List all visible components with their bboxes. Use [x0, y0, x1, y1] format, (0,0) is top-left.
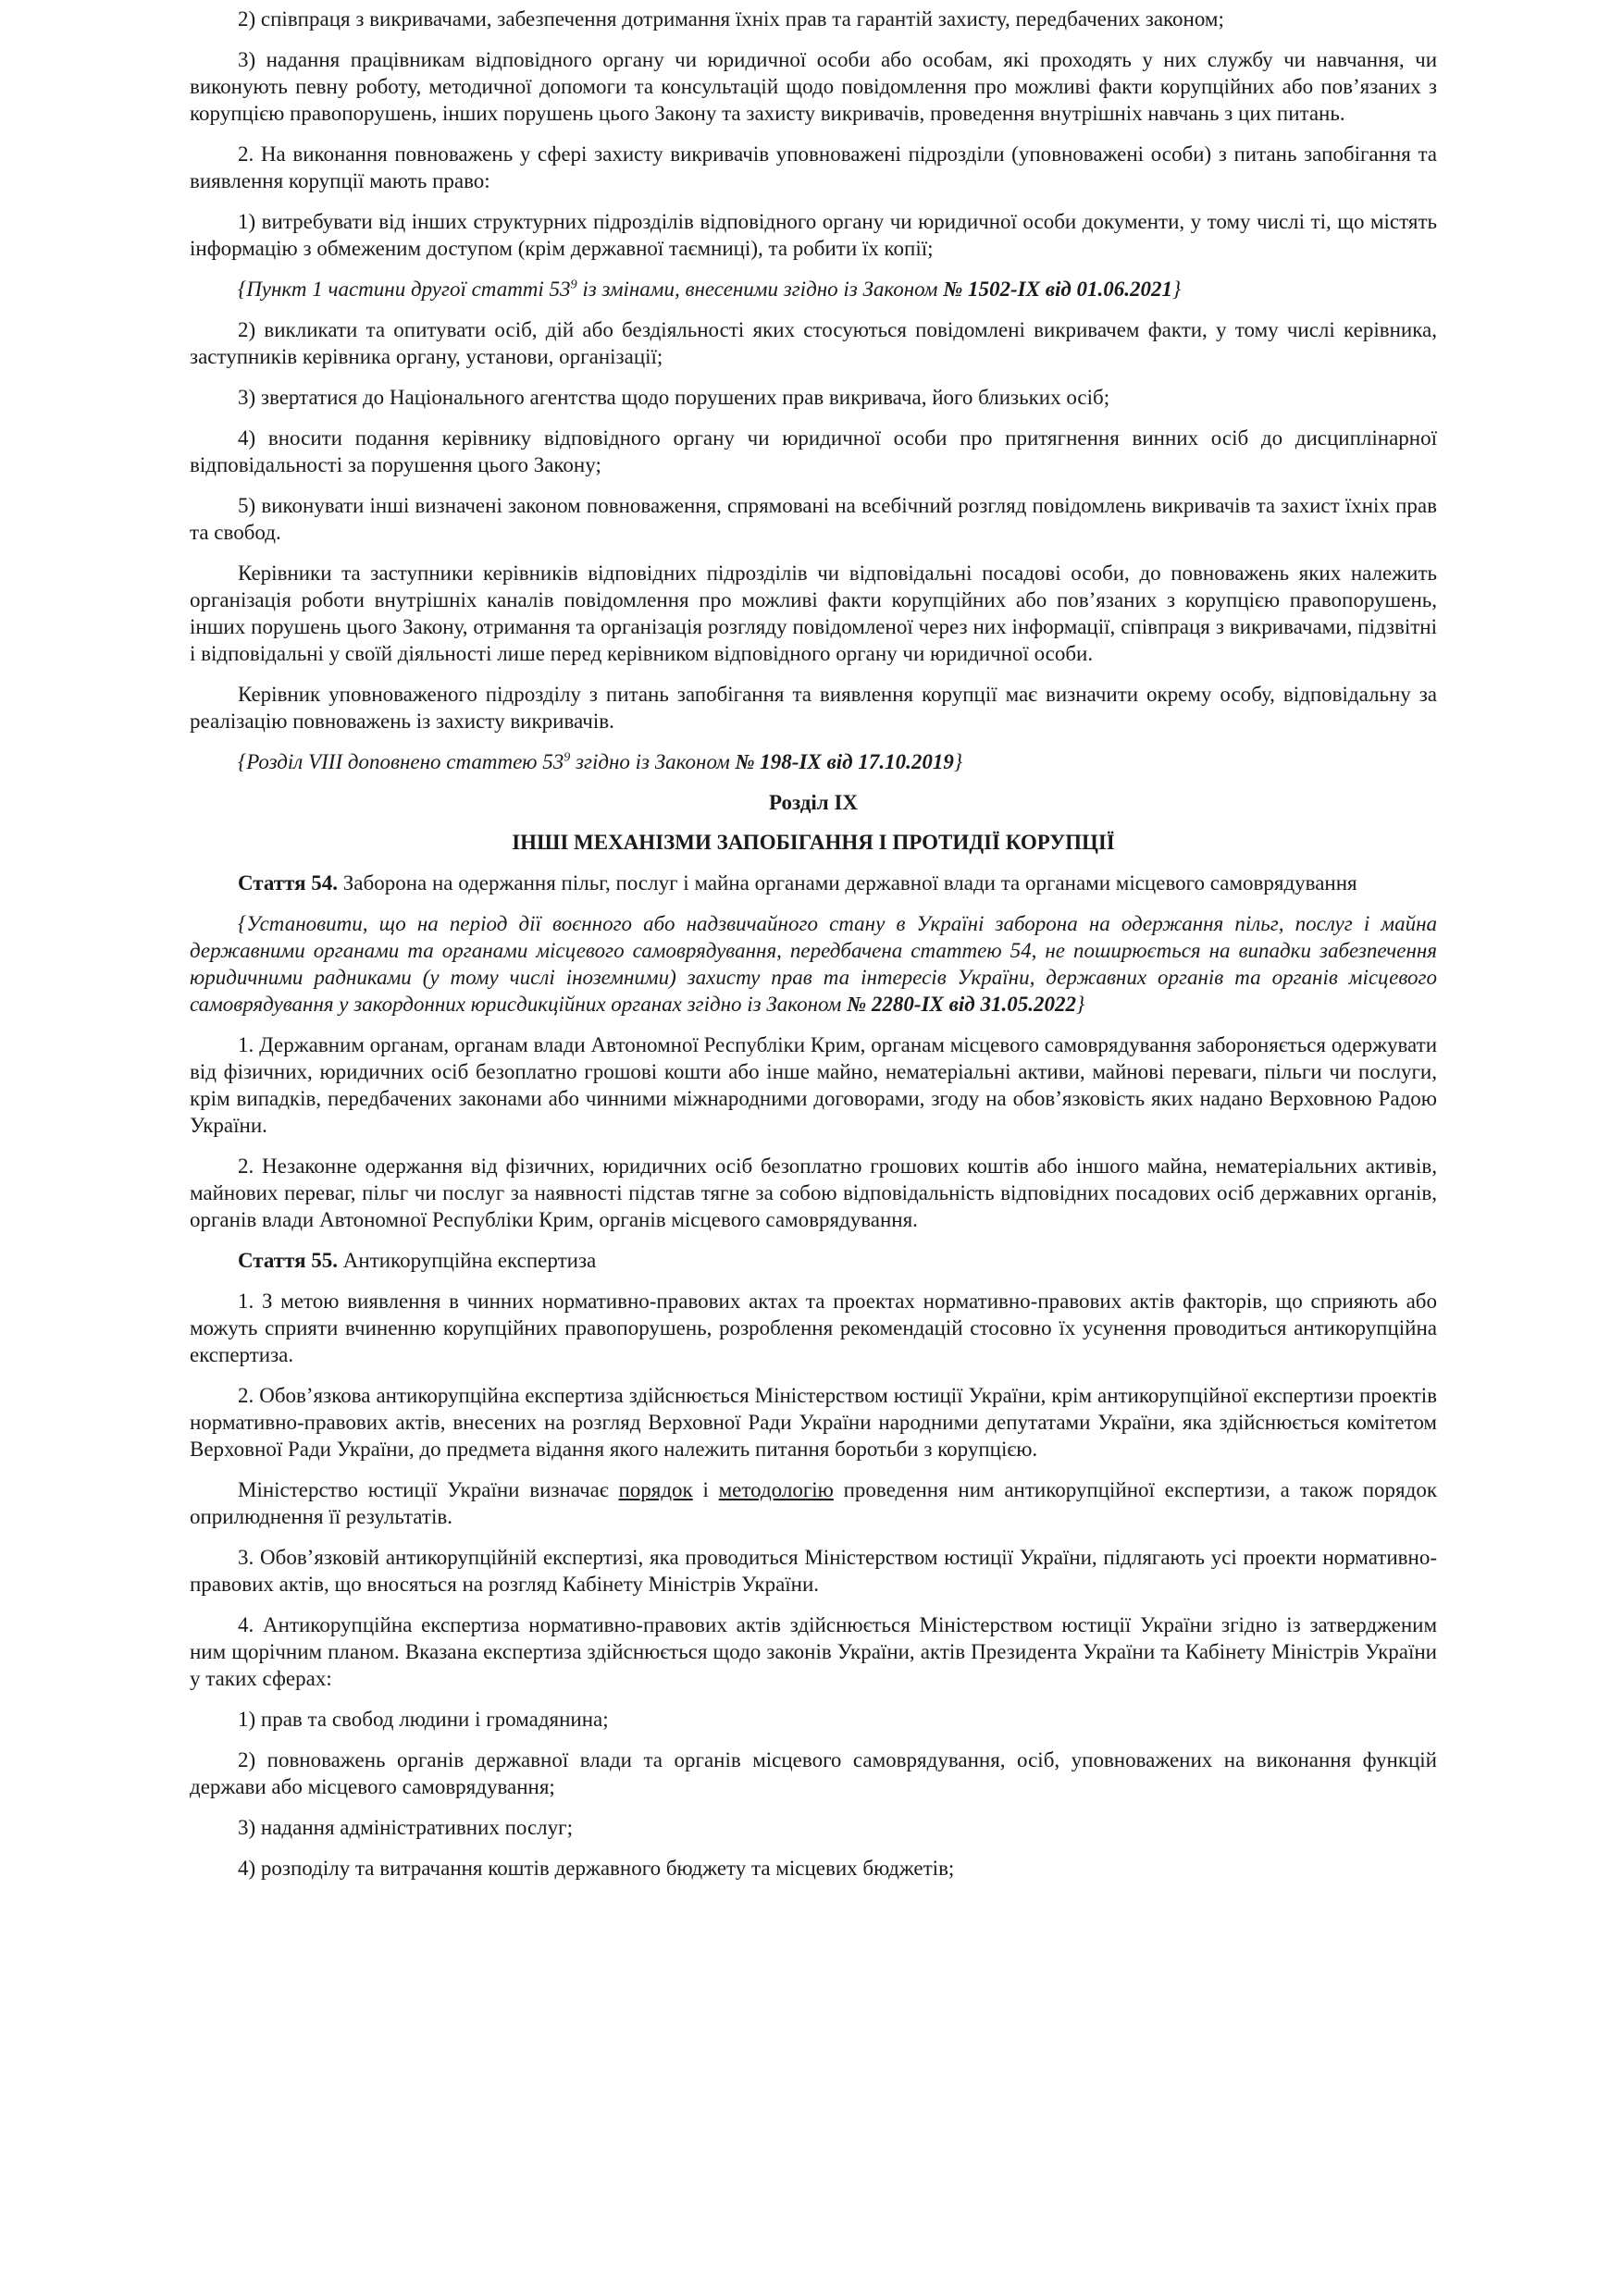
text-run: Заборона на одержання пільг, послуг і майна органами державної влади та органами місцевого самоврядування — [338, 871, 1357, 895]
text-run: } — [1172, 278, 1182, 301]
list-item-methodical-help — [190, 46, 1437, 127]
text-run: 3. Обов’язковій антикорупційній експертизі, яка проводиться Міністерством юстиції України, підлягають усі проекти нормативно-правових актів, що вносяться на розгляд Кабінету Міністрів України. — [190, 1546, 1437, 1596]
item-2-summon-persons — [190, 316, 1437, 370]
text-run: 3) звертатися до Національного агентства щодо порушених прав викривача, його близьких осіб; — [238, 386, 1110, 409]
text-run: 4) розподілу та витрачання коштів державного бюджету та місцевих бюджетів; — [238, 1857, 955, 1880]
text-run: із змінами, внесеними згідно із Законом — [576, 278, 944, 301]
article-54-part-2 — [190, 1153, 1437, 1233]
item-3-apply-national-agency — [190, 384, 1437, 411]
text-run: 1. З метою виявлення в чинних нормативно-правових актах та проектах нормативно-правових актів факторів, що сприяють або можуть сприяти вчиненню корупційних правопорушень, розроблення рекомендацій стосовно їх усунення проводиться антикорупційна експертиза. — [190, 1290, 1437, 1366]
text-run: 4) вносити подання керівнику відповідного органу чи юридичної особи про притягнення винних осіб до дисциплінарної відповідальності за порушення цього Закону; — [190, 426, 1437, 476]
sphere-item-2 — [190, 1747, 1437, 1800]
text-run: проведення ним антикорупційної експертизи, а також порядок оприлюднення її результатів. — [190, 1478, 1437, 1528]
text-run: 2) співпраця з викривачами, забезпечення дотримання їхніх прав та гарантій захисту, передбачених законом; — [238, 7, 1224, 31]
article-55-part-3 — [190, 1544, 1437, 1598]
text-run: № 2280-IX від 31.05.2022 — [847, 993, 1076, 1016]
text-run: 3) надання адміністративних послуг; — [238, 1816, 573, 1839]
text-run: } — [1075, 993, 1085, 1016]
text-run: Міністерство юстиції України визначає — [238, 1478, 619, 1501]
paragraph-heads-deputies — [190, 560, 1437, 667]
text-run: згідно із Законом — [570, 750, 736, 773]
text-run: 5) виконувати інші визначені законом повноваження, спрямовані на всебічний розгляд повідомлень викривачів та захист їхніх прав та свобод. — [190, 494, 1437, 544]
text-run: № 198-IX від 17.10.2019 — [735, 750, 954, 773]
superscript: 9 — [570, 278, 577, 292]
item-5-other-powers — [190, 492, 1437, 546]
article-55-title — [190, 1247, 1437, 1274]
text-run: 1) прав та свобод людини і громадянина; — [238, 1708, 609, 1731]
text-run: 1. Державним органам, органам влади Автономної Республіки Крим, органам місцевого самоврядування забороняється одержувати від фізичних, юридичних осіб безоплатно грошові кошти або інше майно, нематеріальні активи, майнові переваги, пільги чи послуги, крім випадків, передбачених законами або чинними міжнародними договорами, згоду на обов’язковість яких надано Верховною Радою України. — [190, 1033, 1437, 1137]
superscript: 9 — [564, 750, 571, 765]
list-item-cooperation-whistleblowers — [190, 6, 1437, 32]
text-run: № 1502-IX від 01.06.2021 — [943, 278, 1173, 301]
editorial-note-2280 — [190, 910, 1437, 1018]
sphere-item-1 — [190, 1706, 1437, 1733]
editorial-note-1502 — [190, 276, 1437, 302]
text-run: {Розділ VIII доповнено статтею 53 — [238, 750, 564, 773]
paragraph-head-designates-person — [190, 681, 1437, 734]
text-run: 3) надання працівникам відповідного органу чи юридичної особи або особам, які проходять у них службу чи навчання, чи виконують певну роботу, методичної допомоги та консультацій щодо повідомлення про можливі факти корупційних або пов’язаних з корупцією правопорушень, інших порушень цього Закону та захисту викривачів, проведення внутрішніх навчань з цих питань. — [190, 48, 1437, 125]
text-run: Керівники та заступники керівників відповідних підрозділів чи відповідальні посадові особи, до повноважень яких належить організація роботи внутрішніх каналів повідомлення про можливі факти корупційних або пов’язаних з корупцією правопорушень, інших порушень цього Закону, отримання та організація розгляду повідомленої через них інформації, співпраця з викривачами, підзвітні і відповідальні у своїй діяльності лише перед керівником відповідного органу чи юридичної особи. — [190, 562, 1437, 665]
text-run: і — [692, 1478, 719, 1501]
text-run: Стаття 54. — [238, 871, 339, 895]
part-2-authorized-units — [190, 141, 1437, 194]
text-run: Стаття 55. — [238, 1249, 339, 1272]
text-run: {Пункт 1 частини другої статті 53 — [238, 278, 571, 301]
text-run: 2. Незаконне одержання від фізичних, юридичних осіб безоплатно грошових коштів або іншого майна, нематеріальних активів, майнових переваг, пільг чи послуг за наявності підстав тягне за собою відповідальність відповідних посадових осіб державних органів, органів влади Автономної Республіки Крим, органів місцевого самоврядування. — [190, 1154, 1437, 1231]
text-run: 2. На виконання повноважень у сфері захисту викривачів уповноважені підрозділи (уповноважені особи) з питань запобігання та виявлення корупції мають право: — [190, 142, 1437, 192]
chapter-label — [190, 789, 1437, 816]
article-54-title — [190, 870, 1437, 896]
text-run: } — [953, 750, 963, 773]
text-run: 4. Антикорупційна експертиза нормативно-правових актів здійснюється Міністерством юстиції України згідно із затвердженим ним щорічним планом. Вказана експертиза здійснюється щодо законів України, актів Президента України та Кабінету Міністрів України у таких сферах: — [190, 1613, 1437, 1690]
chapter-title — [190, 829, 1437, 856]
sphere-item-3 — [190, 1814, 1437, 1841]
text-run: 1) витребувати від інших структурних підрозділів відповідного органу чи юридичної особи документи, у тому числі ті, що містять інформацію з обмеженим доступом (крім державної таємниці), та робити їх копії; — [190, 210, 1437, 260]
text-run: Антикорупційна експертиза — [338, 1249, 597, 1272]
link-poryadok[interactable]: порядок — [618, 1478, 693, 1501]
article-55-part-2 — [190, 1382, 1437, 1463]
text-run: 2) викликати та опитувати осіб, дій або бездіяльності яких стосуються повідомлені викривачем факти, у тому числі керівника, заступників керівника органу, установи, організації; — [190, 318, 1437, 368]
item-4-submit-motion — [190, 425, 1437, 478]
text-run: 2) повноважень органів державної влади та органів місцевого самоврядування, осіб, уповноважених на виконання функцій держави або місцевого самоврядування; — [190, 1748, 1437, 1798]
item-1-request-documents — [190, 208, 1437, 262]
text-run: Керівник уповноваженого підрозділу з питань запобігання та виявлення корупції має визначити окрему особу, відповідальну за реалізацію повноважень із захисту викривачів. — [190, 683, 1437, 733]
link-metodologiyu[interactable]: методологію — [718, 1478, 834, 1501]
text-run: 2. Обов’язкова антикорупційна експертиза здійснюється Міністерством юстиції України, крім антикорупційної експертизи проектів нормативно-правових актів, внесених на розгляд Верховної Ради України народними депутатами України, яка здійснюється комітетом Верховної Ради України, до предмета відання якого належить питання боротьби з корупцією. — [190, 1384, 1437, 1461]
text-run: ІНШІ МЕХАНІЗМИ ЗАПОБІГАННЯ І ПРОТИДІЇ КОРУПЦІЇ — [512, 831, 1115, 854]
text-run: Розділ IX — [768, 791, 859, 814]
text-run: {Установити, що на період дії воєнного або надзвичайного стану в Україні заборона на одержання пільг, послуг і майна державними органами та органами місцевого самоврядування, передбачена статтею 54, не поширюється на випадки забезпечення юридичними радниками (у тому числі іноземними) захисту прав та інтересів України, державних органів та органів місцевого самоврядування у закордонних юрисдикційних органах згідно із Законом — [190, 912, 1437, 1016]
article-55-ministry-paragraph — [190, 1476, 1437, 1530]
sphere-item-4 — [190, 1855, 1437, 1882]
article-54-part-1 — [190, 1031, 1437, 1139]
editorial-note-198 — [190, 748, 1437, 775]
article-55-part-4 — [190, 1611, 1437, 1692]
article-55-part-1 — [190, 1288, 1437, 1368]
